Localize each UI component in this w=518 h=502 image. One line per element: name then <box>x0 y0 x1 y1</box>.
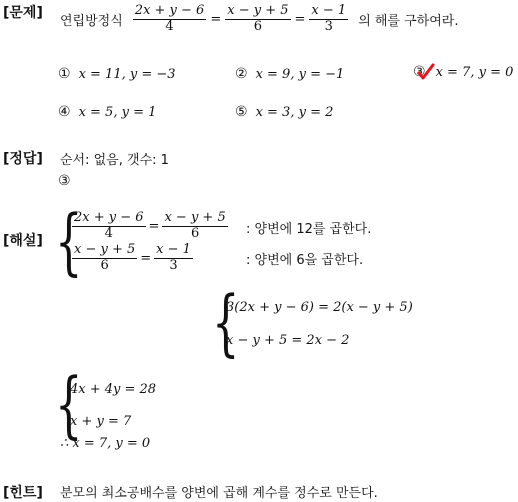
choice-2[interactable] <box>235 66 344 82</box>
solution-frac <box>72 243 137 274</box>
solution-mid-1: 3(2x + y − 6) = 2(x − y + 5) <box>226 300 413 315</box>
answer-mark: ③ <box>58 173 71 189</box>
choice-mark: ② <box>235 66 248 82</box>
equals-sign: = <box>294 11 306 27</box>
choice-text: x = 11, y = −3 <box>78 67 176 82</box>
problem-label: [문제] <box>3 5 43 21</box>
hint-label: [힌트] <box>3 485 43 501</box>
problem-intro: 연립방정식 <box>60 13 123 29</box>
solution-note-1: : 양변에 12를 곱한다. <box>246 222 372 237</box>
solution-frac <box>154 243 193 274</box>
choice-5[interactable] <box>235 104 333 120</box>
check-mark-icon <box>417 63 435 81</box>
answer-line: 순서: 없음, 갯수: 1 <box>60 153 169 168</box>
choice-text: x = 9, y = −1 <box>255 67 345 82</box>
choice-mark: ⑤ <box>235 104 248 120</box>
numerator: x − y + 5 <box>164 209 226 225</box>
denominator: 6 <box>100 257 109 273</box>
problem-fraction-3 <box>309 4 348 35</box>
solution-conclusion: ∴ x = 7, y = 0 <box>60 436 151 451</box>
solution-mid-2: x − y + 5 = 2x − 2 <box>226 333 350 348</box>
numerator: 2x + y − 6 <box>74 209 144 225</box>
choice-3[interactable] <box>413 64 513 80</box>
denominator: 3 <box>324 18 333 34</box>
answer-label: [정답] <box>3 151 43 167</box>
hint-text: 분모의 최소공배수를 양변에 곱해 계수를 정수로 만든다. <box>60 486 378 501</box>
left-brace: { <box>55 199 83 283</box>
problem-fraction-2 <box>225 4 290 35</box>
denominator: 6 <box>190 225 200 241</box>
denominator: 3 <box>169 257 178 273</box>
solution-note-2: : 양변에 6을 곱한다. <box>246 253 364 268</box>
solution-label: [해설] <box>3 233 43 249</box>
choice-1[interactable] <box>58 66 176 82</box>
choice-mark: ④ <box>58 104 71 120</box>
problem-statement <box>60 0 459 38</box>
left-brace: { <box>212 280 240 364</box>
equals-sign: = <box>140 250 152 266</box>
solution-fin-1: 4x + 4y = 28 <box>70 382 157 397</box>
problem-tail: 의 해를 구하여라. <box>358 13 459 29</box>
denominator: 4 <box>165 18 174 34</box>
numerator: 2x + y − 6 <box>134 2 205 18</box>
solution-fin-2: x + y = 7 <box>70 414 132 429</box>
solution-frac <box>72 211 146 242</box>
denominator: 4 <box>104 225 113 241</box>
problem-fraction-1 <box>133 4 207 35</box>
equals-sign: = <box>210 11 222 27</box>
choice-mark-glyph: ③ <box>413 64 426 80</box>
choice-mark: ① <box>58 66 71 82</box>
solution-frac <box>162 211 227 242</box>
choice-4[interactable] <box>58 104 156 120</box>
left-brace: { <box>55 362 83 446</box>
numerator: x − y + 5 <box>227 2 289 18</box>
choice-text: x = 5, y = 1 <box>78 105 157 120</box>
numerator: x − y + 5 <box>74 241 136 257</box>
solution-eq-2 <box>72 239 193 277</box>
choice-text: x = 3, y = 2 <box>255 105 334 120</box>
denominator: 6 <box>253 18 263 34</box>
numerator: x − 1 <box>156 241 191 257</box>
numerator: x − 1 <box>311 2 347 18</box>
choice-text: x = 7, y = 0 <box>435 65 514 80</box>
equals-sign: = <box>148 218 160 234</box>
